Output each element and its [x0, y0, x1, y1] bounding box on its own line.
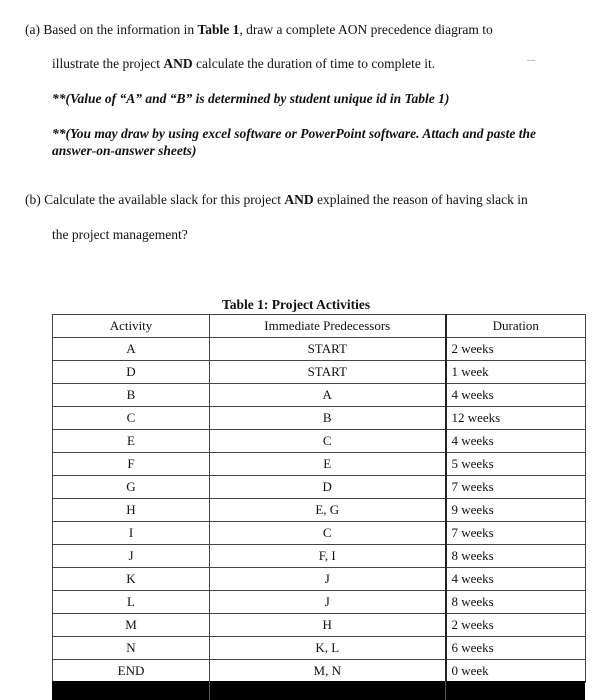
table-row	[53, 407, 586, 430]
cell-activity: N	[53, 637, 210, 660]
cell-predecessors: C	[210, 430, 446, 453]
table-row	[53, 545, 586, 568]
project-activities-table	[52, 314, 586, 683]
cell-predecessors: START	[210, 361, 446, 384]
cell-activity: I	[53, 522, 210, 545]
question-a-note2-line2: answer-on-answer sheets)	[52, 143, 197, 158]
stray-mark	[527, 60, 535, 61]
table-row	[53, 614, 586, 637]
cell-duration: 6 weeks	[446, 637, 586, 660]
cell-duration: 8 weeks	[446, 591, 586, 614]
header-activity: Activity	[53, 315, 210, 338]
header-predecessors: Immediate Predecessors	[210, 315, 446, 338]
question-a-line1: (a) Based on the information in Table 1, draw a complete AON precedence diagram to	[25, 22, 493, 37]
cell-activity: L	[53, 591, 210, 614]
cell-activity: D	[53, 361, 210, 384]
cell-duration: 0 week	[446, 660, 586, 683]
table-row	[53, 361, 586, 384]
cell-predecessors: B	[210, 407, 446, 430]
cell-predecessors: J	[210, 568, 446, 591]
cell-predecessors: A	[210, 384, 446, 407]
cell-duration: 5 weeks	[446, 453, 586, 476]
cell-duration: 8 weeks	[446, 545, 586, 568]
cell-activity: M	[53, 614, 210, 637]
cell-duration: 2 weeks	[446, 338, 586, 361]
question-b-line1: (b) Calculate the available slack for this project AND explained the reason of having slack in	[25, 192, 528, 207]
cell-duration: 4 weeks	[446, 568, 586, 591]
cell-activity: E	[53, 430, 210, 453]
cell-predecessors: K, L	[210, 637, 446, 660]
cell-predecessors: E, G	[210, 499, 446, 522]
question-b-line2: the project management?	[52, 227, 188, 242]
table-row	[53, 430, 586, 453]
header-duration: Duration	[446, 315, 586, 338]
table-bottom-bar	[52, 681, 585, 700]
table-row	[53, 476, 586, 499]
table-row	[53, 637, 586, 660]
cell-activity: A	[53, 338, 210, 361]
cell-duration: 4 weeks	[446, 384, 586, 407]
cell-activity: J	[53, 545, 210, 568]
table-title: Table 1: Project Activities	[222, 297, 371, 312]
table-row	[53, 499, 586, 522]
cell-predecessors: F, I	[210, 545, 446, 568]
question-a-line2: illustrate the project AND calculate the duration of time to complete it.	[52, 56, 436, 71]
cell-activity: F	[53, 453, 210, 476]
cell-predecessors: E	[210, 453, 446, 476]
cell-activity: G	[53, 476, 210, 499]
cell-predecessors: C	[210, 522, 446, 545]
cell-predecessors: J	[210, 591, 446, 614]
question-a-note2-line1: **(You may draw by using excel software or PowerPoint software. Attach and paste the	[52, 126, 537, 141]
cell-predecessors: M, N	[210, 660, 446, 683]
cell-activity: END	[53, 660, 210, 683]
question-a-note1: **(Value of “A” and “B” is determined by student unique id in Table 1)	[52, 91, 450, 106]
cell-predecessors: D	[210, 476, 446, 499]
cell-activity: B	[53, 384, 210, 407]
table-row	[53, 660, 586, 683]
cell-duration: 7 weeks	[446, 522, 586, 545]
table-header-row	[53, 315, 586, 338]
cell-predecessors: H	[210, 614, 446, 637]
cell-duration: 1 week	[446, 361, 586, 384]
cell-predecessors: START	[210, 338, 446, 361]
table-row	[53, 568, 586, 591]
table-row	[53, 384, 586, 407]
table-row	[53, 453, 586, 476]
cell-duration: 4 weeks	[446, 430, 586, 453]
table-row	[53, 338, 586, 361]
cell-duration: 12 weeks	[446, 407, 586, 430]
cell-duration: 2 weeks	[446, 614, 586, 637]
cell-duration: 9 weeks	[446, 499, 586, 522]
table-row	[53, 591, 586, 614]
cell-activity: C	[53, 407, 210, 430]
table-row	[53, 522, 586, 545]
cell-activity: K	[53, 568, 210, 591]
cell-duration: 7 weeks	[446, 476, 586, 499]
cell-activity: H	[53, 499, 210, 522]
